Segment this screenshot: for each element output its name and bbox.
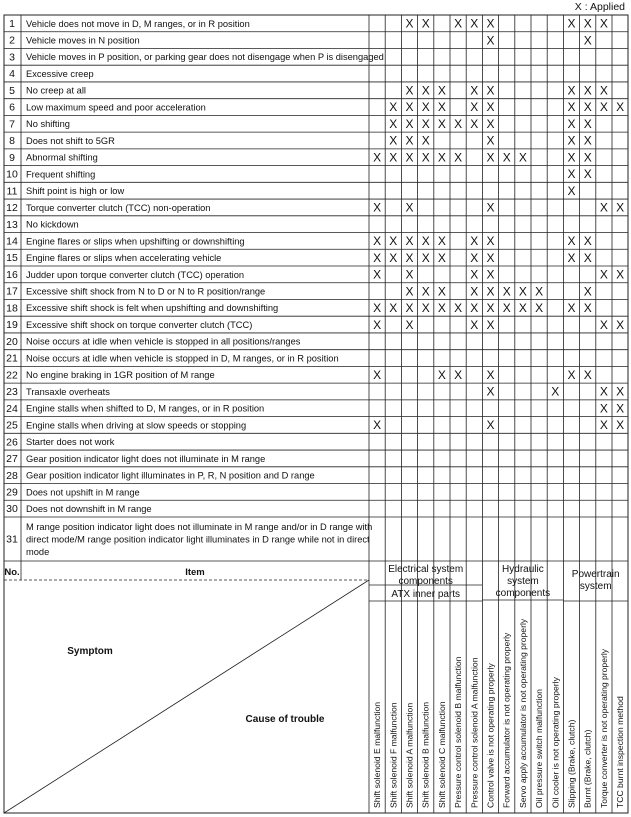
applied-mark: X [486,301,495,316]
row-number: 28 [6,469,18,482]
column-header: Pressure control solenoid B malfunction [453,656,464,808]
applied-mark: X [583,16,592,31]
applied-mark: X [389,234,398,249]
applied-mark: X [502,284,511,299]
applied-mark: X [421,133,430,148]
applied-mark: X [405,133,414,148]
applied-mark: X [421,234,430,249]
symptom-text: Gear position indicator light does not illuminate in M range [26,453,266,464]
applied-mark: X [437,83,446,98]
legend: X : Applied [574,1,625,13]
column-header: TCC burnt inspection method [615,696,626,808]
symptom-text: Torque converter clutch (TCC) non-operation [26,202,211,213]
applied-mark: X [567,133,576,148]
symptom-text: No shifting [26,119,70,130]
symptom-text: Excessive shift shock is felt when upshifting and downshifting [26,303,279,314]
applied-mark: X [486,200,495,215]
row-number: 24 [6,402,18,415]
applied-mark: X [389,100,398,115]
applied-mark: X [583,284,592,299]
applied-mark: X [486,418,495,433]
symptom-text: Noise occurs at idle when vehicle is stopped in D, M ranges, or in R position [26,353,339,364]
applied-mark: X [373,418,382,433]
symptom-text: Abnormal shifting [26,152,98,163]
symptom-text: mode [26,547,50,557]
symptom-text: Starter does not work [26,437,115,448]
column-header: Servo apply accumulator is not operating properly [517,618,528,808]
row-number: 12 [6,202,18,215]
symptom-text: Noise occurs at idle when vehicle is stopped in all positions/ranges [26,336,301,347]
row-number: 2 [9,34,15,47]
applied-mark: X [405,267,414,282]
row-number: 22 [6,369,18,382]
applied-mark: X [567,167,576,182]
row-number: 14 [6,235,18,248]
applied-mark: X [583,133,592,148]
symptom-text: Transaxle overheats [26,386,110,397]
symptom-header: Symptom [67,646,113,657]
symptom-text: Excessive creep [26,68,94,79]
applied-mark: X [373,301,382,316]
row-number: 10 [6,168,18,181]
symptom-text: Engine flares or slips when upshifting or downshifting [26,236,245,247]
applied-mark: X [567,83,576,98]
applied-mark: X [518,284,527,299]
applied-mark: X [470,234,479,249]
applied-mark: X [535,284,544,299]
symptom-text: Judder upon torque converter clutch (TCC) operation [26,269,245,280]
applied-mark: X [437,284,446,299]
applied-mark: X [583,250,592,265]
symptom-text: Engine flares or slips when accelerating vehicle [26,253,222,264]
applied-mark: X [405,150,414,165]
applied-mark: X [599,267,608,282]
applied-mark: X [405,301,414,316]
row-number: 13 [6,218,18,231]
powertrain-group-header: system [579,581,612,592]
applied-mark: X [389,250,398,265]
column-header: Oil cooler is not operating properly [550,677,561,808]
applied-mark: X [583,100,592,115]
applied-mark: X [421,150,430,165]
applied-mark: X [373,267,382,282]
row-number: 15 [6,252,18,265]
applied-mark: X [567,367,576,382]
applied-mark: X [421,284,430,299]
hydraulic-group-header: components [495,588,551,599]
applied-mark: X [486,367,495,382]
row-number: 16 [6,268,18,281]
row-number: 18 [6,302,18,315]
applied-mark: X [437,367,446,382]
applied-mark: X [454,116,463,131]
applied-mark: X [421,116,430,131]
applied-mark: X [405,83,414,98]
applied-mark: X [599,384,608,399]
symptom-text: direct mode/M range position indicator light illuminates in D range while not in direct [26,534,370,545]
applied-mark: X [567,150,576,165]
applied-mark: X [454,16,463,31]
applied-mark: X [486,384,495,399]
symptom-text: Engine stalls when driving at slow speeds or stopping [26,420,247,431]
applied-mark: X [454,150,463,165]
applied-mark: X [470,83,479,98]
applied-mark: X [599,401,608,416]
no-header: No. [4,567,20,578]
symptom-text: Vehicle moves in P position, or parking gear does not disengage when P is disengaged [26,52,384,63]
applied-mark: X [421,301,430,316]
column-header: Control valve is not operating properly [485,663,496,808]
row-number: 6 [9,101,15,114]
symptom-text: Low maximum speed and poor acceleration [26,102,206,113]
row-number: 5 [9,84,15,97]
symptom-text: Vehicle does not move in D, M ranges, or in R position [26,18,250,29]
applied-mark: X [373,367,382,382]
applied-mark: X [486,83,495,98]
applied-mark: X [373,200,382,215]
applied-mark: X [486,33,495,48]
applied-mark: X [616,200,625,215]
applied-mark: X [486,116,495,131]
applied-mark: X [470,100,479,115]
applied-mark: X [567,234,576,249]
applied-mark: X [502,150,511,165]
powertrain-group-header: Powertrain [571,569,620,580]
applied-mark: X [486,250,495,265]
electrical-group-header: Electrical system [388,564,464,575]
symptom-text: Does not shift to 5GR [26,135,115,146]
column-header: Shift solenoid E malfunction [372,701,383,808]
applied-mark: X [486,267,495,282]
applied-mark: X [616,267,625,282]
applied-mark: X [470,16,479,31]
applied-mark: X [567,116,576,131]
row-number: 17 [6,285,18,298]
applied-mark: X [470,284,479,299]
applied-mark: X [373,150,382,165]
column-header: Burnt (Brake, clutch) [582,729,593,808]
applied-mark: X [518,150,527,165]
applied-mark: X [405,317,414,332]
symptom-text: Gear position indicator light illuminates in P, R, N position and D range [26,470,315,481]
row-number: 8 [9,135,15,148]
column-header: Torque converter is not operating properly [598,648,609,808]
row-number: 25 [6,419,18,432]
applied-mark: X [599,16,608,31]
column-header: Pressure control solenoid A malfunction [469,657,480,808]
applied-mark: X [616,317,625,332]
cause-header: Cause of trouble [245,714,325,725]
applied-mark: X [567,250,576,265]
symptom-text: Does not downshift in M range [26,504,152,515]
applied-mark: X [616,384,625,399]
applied-mark: X [535,301,544,316]
applied-mark: X [583,83,592,98]
applied-mark: X [583,301,592,316]
applied-mark: X [583,33,592,48]
applied-mark: X [437,100,446,115]
applied-mark: X [405,234,414,249]
applied-mark: X [551,384,560,399]
applied-mark: X [486,16,495,31]
applied-mark: X [583,150,592,165]
applied-mark: X [599,200,608,215]
applied-mark: X [437,150,446,165]
applied-mark: X [437,234,446,249]
grid-line [4,580,369,813]
electrical-group-header: components [398,576,453,587]
symptom-text: Excessive shift shock on torque converter clutch (TCC) [26,319,253,330]
applied-mark: X [599,100,608,115]
row-number: 26 [6,436,18,449]
applied-mark: X [405,284,414,299]
column-header: Slipping (Brake, clutch) [566,719,577,808]
applied-mark: X [567,183,576,198]
applied-mark: X [373,317,382,332]
applied-mark: X [502,301,511,316]
applied-mark: X [421,250,430,265]
applied-mark: X [486,150,495,165]
applied-mark: X [486,317,495,332]
applied-mark: X [437,301,446,316]
applied-mark: X [486,100,495,115]
hydraulic-group-header: Hydraulic [502,564,544,575]
row-number: 9 [9,151,15,164]
applied-mark: X [567,100,576,115]
column-header: Shift solenoid C malfunction [436,701,447,808]
symptom-text: Shift point is high or low [26,186,125,197]
applied-mark: X [583,367,592,382]
applied-mark: X [470,317,479,332]
applied-mark: X [405,200,414,215]
applied-mark: X [486,284,495,299]
symptom-text: Does not upshift in M range [26,487,140,498]
symptom-text: No kickdown [26,219,79,230]
row-number: 21 [6,352,18,365]
applied-mark: X [389,133,398,148]
applied-mark: X [486,234,495,249]
applied-mark: X [405,250,414,265]
hydraulic-group-header: system [507,576,539,587]
applied-mark: X [454,301,463,316]
row-number: 3 [9,51,15,64]
applied-mark: X [373,250,382,265]
column-header: Forward accumulator is not operating properly [501,632,512,808]
row-number: 1 [9,17,15,30]
symptom-text: No creep at all [26,85,86,96]
symptom-text: Frequent shifting [26,169,96,180]
column-header: Shift solenoid B malfunction [420,701,431,808]
applied-mark: X [405,100,414,115]
applied-mark: X [389,301,398,316]
applied-mark: X [583,234,592,249]
applied-mark: X [470,116,479,131]
applied-mark: X [599,418,608,433]
row-number: 30 [6,503,18,516]
applied-mark: X [373,234,382,249]
applied-mark: X [421,100,430,115]
atx-inner-header: ATX inner parts [391,589,461,600]
applied-mark: X [454,367,463,382]
applied-mark: X [486,133,495,148]
row-number: 27 [6,453,18,466]
symptom-text: Excessive shift shock from N to D or N to R position/range [26,286,266,297]
applied-mark: X [389,116,398,131]
applied-mark: X [470,301,479,316]
row-number: 29 [6,486,18,499]
applied-mark: X [405,16,414,31]
applied-mark: X [567,301,576,316]
applied-mark: X [470,250,479,265]
applied-mark: X [599,317,608,332]
column-header: Shift solenoid A malfunction [404,702,415,808]
applied-mark: X [616,401,625,416]
applied-mark: X [437,250,446,265]
applied-mark: X [518,301,527,316]
applied-mark: X [583,116,592,131]
applied-mark: X [421,83,430,98]
symptom-text: M range position indicator light does not illuminate in M range and/or in D range with [26,521,373,532]
row-number: 20 [6,335,18,348]
applied-mark: X [599,83,608,98]
row-number: 11 [6,185,18,198]
column-header: Oil pressure switch malfunction [534,689,545,808]
applied-mark: X [583,167,592,182]
row-number: 4 [9,68,15,81]
row-number: 7 [9,118,15,131]
applied-mark: X [421,16,430,31]
applied-mark: X [567,16,576,31]
item-header: Item [185,567,205,578]
applied-mark: X [616,100,625,115]
applied-mark: X [405,116,414,131]
symptom-text: Engine stalls when shifted to D, M ranges, or in R position [26,403,265,414]
applied-mark: X [470,267,479,282]
row-number: 31 [6,533,18,546]
row-number: 19 [6,319,18,332]
applied-mark: X [389,150,398,165]
applied-mark: X [437,116,446,131]
applied-mark: X [616,418,625,433]
column-header: Shift solenoid F malfunction [388,702,399,808]
symptom-text: No engine braking in 1GR position of M range [26,370,215,381]
row-number: 23 [6,386,18,399]
symptom-text: Vehicle moves in N position [26,35,140,46]
